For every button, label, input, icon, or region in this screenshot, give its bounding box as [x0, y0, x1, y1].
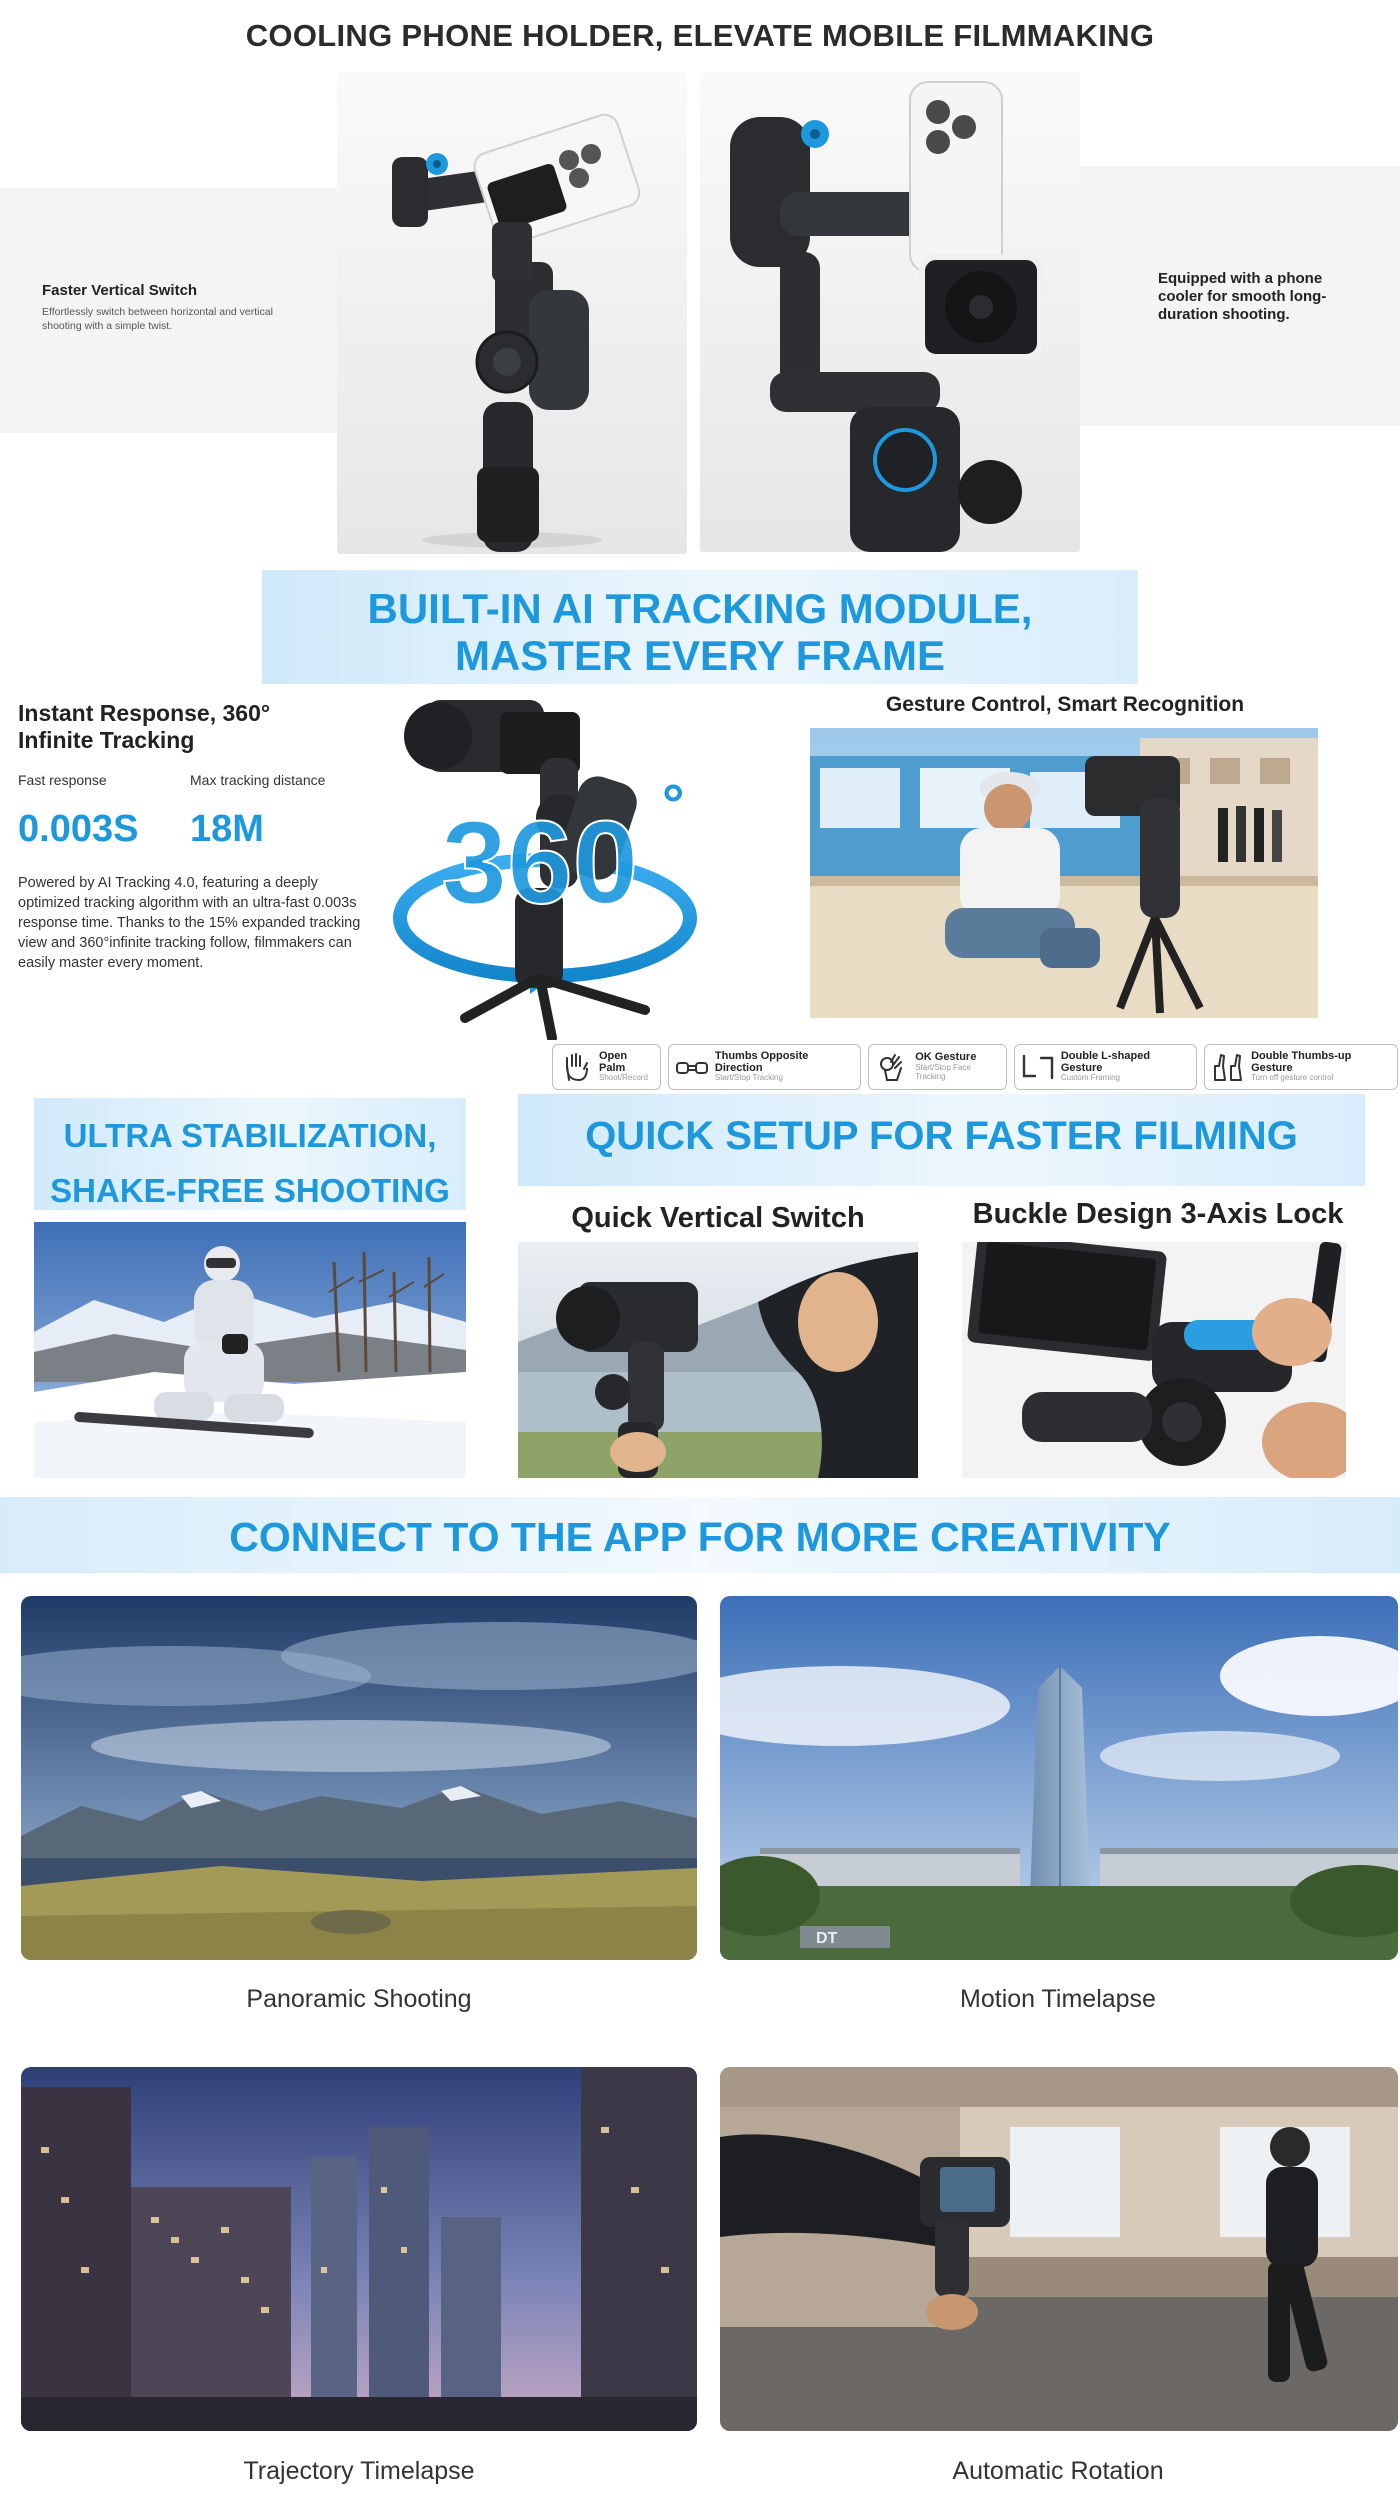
panoramic-shooting-image [21, 1596, 697, 1960]
motion-timelapse-caption: Motion Timelapse [960, 1985, 1156, 2013]
gesture-desc: Custom Framing [1060, 1073, 1120, 1083]
gesture-double-l [1014, 1044, 1197, 1090]
automatic-rotation-caption: Automatic Rotation [952, 2457, 1164, 2485]
rotation-degree-label: ° [662, 772, 685, 835]
stabilization-title [34, 1108, 466, 1219]
double-l-gesture-icon [1021, 1052, 1055, 1082]
trajectory-timelapse-image [21, 2067, 697, 2431]
snowboarder-image [34, 1222, 466, 1478]
feature-title: Faster Vertical Switch [42, 282, 198, 299]
tracking-description: Powered by AI Tracking 4.0, featuring a deeply optimized tracking algorithm with an ultra-fast 0.003s response time. Thanks to the 15% expanded tracking view and 360°infinite tracking follow, filmmakers can easily master every moment. [18, 875, 361, 971]
distance-label: Max tracking distance [190, 772, 326, 788]
gesture-desc: Start/Stop Face Tracking [915, 1062, 971, 1081]
gesture-name: Double Thumbs-up Gesture [1251, 1050, 1352, 1074]
trajectory-timelapse-caption: Trajectory Timelapse [243, 2457, 475, 2485]
open-palm-icon [559, 1052, 593, 1082]
feature-description: Effortlessly switch between horizontal and vertical shooting with a simple twist. [42, 306, 273, 333]
panoramic-shooting-caption: Panoramic Shooting [246, 1985, 472, 2013]
gesture-desc: Turn off gesture control [1251, 1073, 1334, 1083]
vertical-switch-feature [42, 282, 302, 333]
stabilization-title-line2: SHAKE-FREE SHOOTING [50, 1172, 450, 1210]
gesture-name: OK Gesture [915, 1051, 977, 1064]
gesture-control-photo [810, 728, 1318, 1018]
tracking-title-line1: BUILT-IN AI TRACKING MODULE, [367, 585, 1033, 632]
motion-timelapse-image [720, 1596, 1398, 1960]
thumbs-opposite-icon [675, 1052, 709, 1082]
setup-title: QUICK SETUP FOR FASTER FILMING [585, 1114, 1298, 1158]
phone-cooler-feature: Equipped with a phone cooler for smooth long-duration shooting. [1158, 270, 1327, 323]
tracking-title-line2: MASTER EVERY FRAME [454, 632, 946, 680]
response-value: 0.003S [18, 808, 139, 850]
tracking-section-title [262, 585, 1138, 680]
ok-gesture-icon [875, 1052, 909, 1082]
app-section-title: CONNECT TO THE APP FOR MORE CREATIVITY [229, 1514, 1171, 1560]
cooling-section-title: COOLING PHONE HOLDER, ELEVATE MOBILE FILMMAKING [245, 18, 1155, 53]
gimbal-phone-cooler-image [700, 72, 1080, 552]
gesture-desc: Shoot/Record [599, 1073, 648, 1083]
automatic-rotation-image [720, 2067, 1398, 2431]
building-sign: DT [816, 1930, 838, 1947]
gesture-open-palm [552, 1044, 661, 1090]
distance-value: 18M [190, 808, 264, 850]
gesture-desc: Start/Stop Tracking [714, 1073, 783, 1083]
gesture-control-title: Gesture Control, Smart Recognition [885, 693, 1245, 716]
gesture-double-thumbs-up [1204, 1044, 1398, 1090]
gesture-name: Thumbs Opposite Direction [714, 1050, 809, 1074]
buckle-lock-image [962, 1242, 1346, 1478]
gesture-name: Open Palm [599, 1050, 628, 1074]
gesture-name: Double L-shaped Gesture [1060, 1050, 1151, 1074]
rotation-360-label: 360 [441, 797, 639, 929]
stabilization-title-line1: ULTRA STABILIZATION, [63, 1117, 437, 1154]
tracking-headline: Instant Response, 360° Infinite Tracking [18, 700, 271, 753]
gesture-thumbs-opposite [668, 1044, 861, 1090]
quick-vertical-switch-title: Quick Vertical Switch [571, 1202, 865, 1234]
quick-vertical-switch-image [518, 1242, 918, 1478]
buckle-lock-title: Buckle Design 3-Axis Lock [972, 1198, 1344, 1230]
double-thumbs-up-icon [1211, 1052, 1245, 1082]
gimbal-360-rotation-image [390, 688, 700, 1040]
gesture-list [552, 1044, 1398, 1090]
response-label: Fast response [18, 772, 107, 788]
gimbal-phone-horizontal-image [337, 72, 687, 554]
gesture-ok [868, 1044, 1007, 1090]
